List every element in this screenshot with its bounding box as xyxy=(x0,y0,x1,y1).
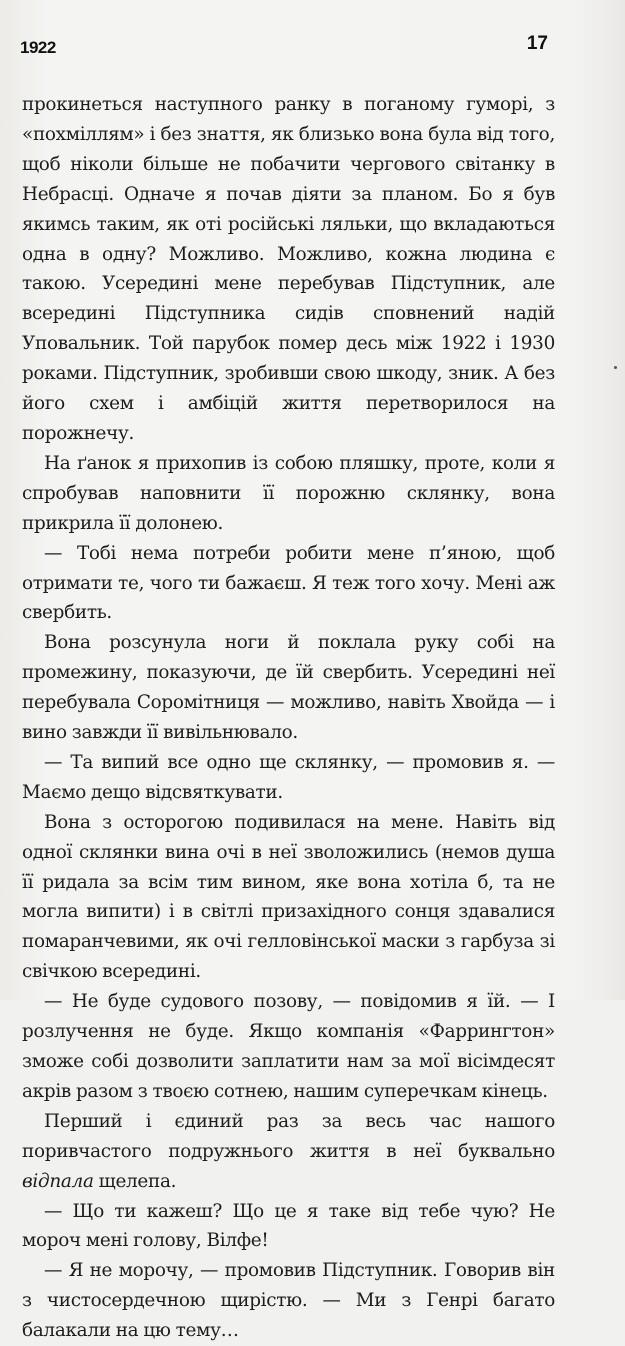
paragraph xyxy=(22,1107,555,1197)
paragraph: Вона розсунула ноги й поклала руку собі на промежину, показуючи, де їй свербить. Усередині неї перебувала Соромітниця — можливо, навіть Хвойда — і вино завжди її вивільнювало. xyxy=(22,632,555,744)
dialogue-paragraph: — Що ти кажеш? Що це я таке від тебе чую? Не мороч мені голову, Вілфе! xyxy=(22,1200,555,1252)
paragraph: Вона з осторогою подивилася на мене. Навіть від одної склянки вина очі в неї зволожились (немов душа її ридала за всім тим вином, яке вона хотіла б, та не могла випити) і в світлі призахідного сонця здавалися помаранчевими, як очі гелловінської маски з гарбуза зі свічкою всередині. xyxy=(22,811,555,983)
paragraph: прокинеться наступного ранку в поганому гуморі, з «похміллям» і без знаття, як близько вона була від того, щоб ніколи більше не побачити чергового світанку в Небрасці. Одначе я почав діяти за планом. Бо я був якимсь таким, як оті російські ляльки, що вкладаються одна в одну? Можливо. Можливо, кожна людина є такою. Усередині мене перебував Підступник, але всередині Підступника сидів сповнений надій Уповальник. Той парубок помер десь між 1922 і 1930 роками. Підступник, зробивши свою шкоду, зник. А без його схем і амбіцій життя перетворилося на порожнечу. xyxy=(22,94,555,444)
paragraph-text: щелепа. xyxy=(93,1170,177,1192)
dialogue-paragraph: — Та випий все одно ще склянку, — промовив я. — Маємо дещо відсвяткувати. xyxy=(22,751,555,803)
running-head: 1922 xyxy=(20,38,56,57)
paragraph: На ґанок я прихопив із собою пляшку, проте, коли я спробував наповнити її порожню склянку, вона прикрила її долонею. xyxy=(22,452,555,534)
dialogue-paragraph: — Я не морочу, — промовив Підступник. Говорив він з чистосердечною щирістю. — Ми з Генрі багато балакали на цю тему… xyxy=(22,1260,555,1342)
page-number: 17 xyxy=(526,33,548,54)
dialogue-paragraph: — Тобі нема потреби робити мене п’яною, щоб отримати те, чого ти бажаєш. Я теж того хочу. Мені аж свербить. xyxy=(22,542,555,624)
paragraph-text: Перший і єдиний раз за весь час нашого поривчастого подружнього життя в неї буквально xyxy=(22,1110,555,1162)
page-speck xyxy=(614,366,617,369)
emphasis-text: відпала xyxy=(22,1170,94,1192)
dialogue-paragraph: — Не буде судового позову, — повідомив я їй. — І розлучення не буде. Якщо компанія «Фаррингтон» зможе собі дозволити заплатити нам за мої вісімдесят акрів разом з твоєю сотнею, нашим суперечкам кінець. xyxy=(22,991,555,1102)
body-text xyxy=(22,90,555,1346)
